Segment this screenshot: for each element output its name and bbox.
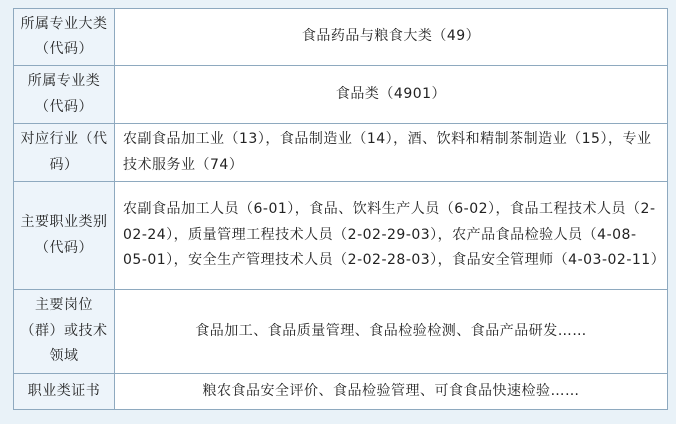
row-label [14,9,115,66]
certificates-label: 职业类证书 [27,382,101,399]
positions-value: 食品加工、食品质量管理、食品检验检测、食品产品研发…… [195,322,587,339]
row-value [115,66,668,124]
table-row-industry [14,124,668,182]
row-label [14,124,115,182]
row-value [115,9,668,66]
row-value [115,124,668,182]
major-class-value: 食品类（4901） [335,85,447,102]
major-class-label: 所属专业类（代码） [27,73,101,115]
occupation-value: 农副食品加工人员（6-01），食品、饮料生产人员（6-02），食品工程技术人员（2-02-24），质量管理工程技术人员（2-02-29-03），农产品食品检验人员（4-08-05-01），安全生产管理技术人员（2-02-28-03），食品安全管理师（4-03-02-11） [123,201,666,269]
table-row-major-category [14,9,668,66]
row-label [14,290,115,374]
row-value [115,290,668,374]
table-row-positions [14,290,668,374]
occupation-label: 主要职业类别（代码） [20,214,108,256]
row-label [14,374,115,410]
major-category-value: 食品药品与粮食大类（49） [301,28,481,45]
table-row-occupation [14,182,668,290]
row-label [14,182,115,290]
table-row-major-class [14,66,668,124]
industry-value: 农副食品加工业（13），食品制造业（14），酒、饮料和精制茶制造业（15），专业技术服务业（74） [123,131,652,173]
certificates-value: 粮农食品安全评价、食品检验管理、可食食品快速检验…… [202,382,580,399]
industry-label: 对应行业（代码） [20,131,108,173]
profession-info-table [13,8,668,410]
major-category-label: 所属专业大类（代码） [20,15,108,57]
row-value [115,374,668,410]
row-value [115,182,668,290]
table-row-certificates [14,374,668,410]
positions-label: 主要岗位（群）或技术领域 [20,297,108,365]
row-label [14,66,115,124]
